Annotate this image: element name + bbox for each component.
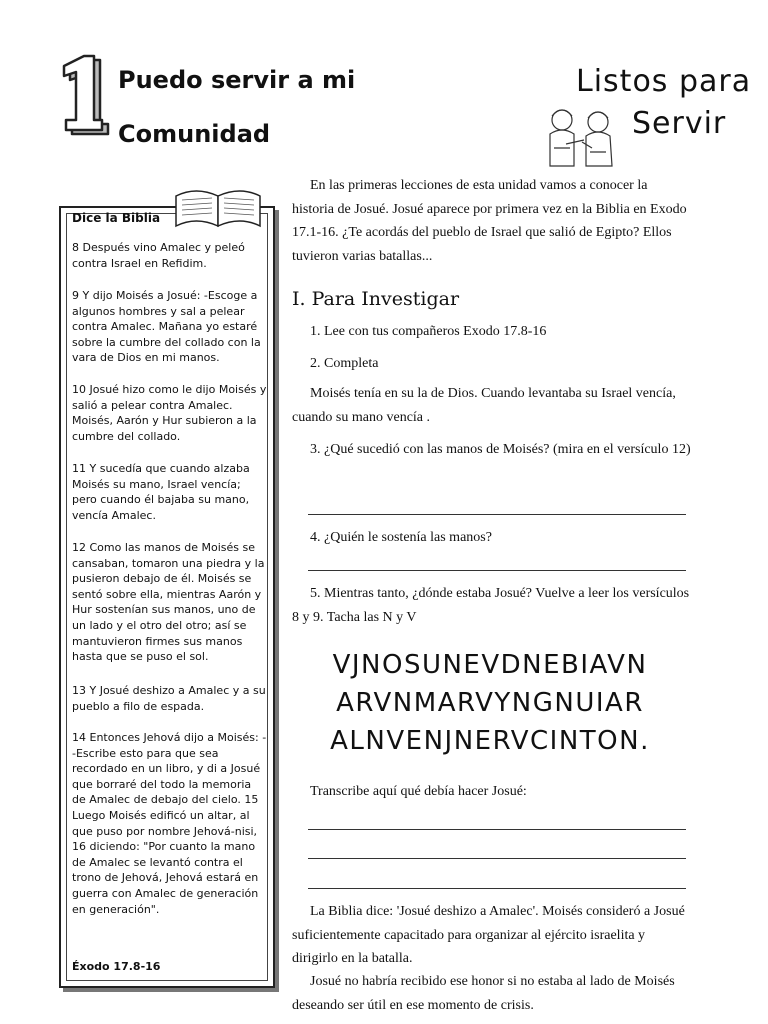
transcribe-line-1[interactable] <box>308 829 686 830</box>
puzzle-line-2: ARVNMARVYNGNUIAR <box>336 688 644 718</box>
open-book-icon <box>172 182 264 230</box>
answer-line-4[interactable] <box>308 570 686 571</box>
transcribe-line-3[interactable] <box>308 888 686 889</box>
question-4: 4. ¿Quién le sostenía las manos? <box>310 530 492 545</box>
answer-line-3[interactable] <box>308 514 686 515</box>
lesson-number-icon <box>56 54 116 138</box>
question-2: 2. Completa <box>310 356 379 371</box>
question-3: 3. ¿Qué sucedió con las manos de Moisés? (mira en el versículo 12) <box>310 442 691 457</box>
section-title: I. Para Investigar <box>292 288 460 310</box>
question-5: 5. Mientras tanto, ¿dónde estaba Josué? Vuelve a leer los versículos 8 y 9. Tacha las N y V <box>292 586 690 625</box>
brand-title-line1: Listos para <box>576 64 752 99</box>
verse-12: 12 Como las manos de Moisés se cansaban, tomaron una piedra y la pusieron debajo de él. Moisés se sentó sobre ella, mientras Aarón y Hur sostenían sus manos, uno de un lado y el otro del otro; así se mantuvieron firmes sus manos hasta que se puso el sol. <box>72 541 265 664</box>
page-title-line2: Comunidad <box>118 120 271 148</box>
verse-9: 9 Y dijo Moisés a Josué: -Escoge a algunos hombres y sal a pelear contra Amalec. Mañana yo estaré sobre la cumbre del collado con la vara de Dios en mi manos. <box>72 289 261 365</box>
intro-paragraph: En las primeras lecciones de esta unidad vamos a conocer la historia de Josué. Josué aparece por primera vez en la Biblia en Exodo 17.1-16. ¿Te acordás del pueblo de Israel que salió de Egipto? Ellos tuvieron varias batallas... <box>292 178 687 264</box>
verse-11: 11 Y sucedía que cuando alzaba Moisés su mano, Israel vencía; pero cuando él bajaba su mano, vencía Amalec. <box>72 462 250 522</box>
transcribe-line-2[interactable] <box>308 858 686 859</box>
puzzle-line-1: VJNOSUNEVDNEBIAVN <box>332 650 648 680</box>
puzzle-line-3: ALNVENJNERVCINTON. <box>330 726 650 756</box>
sidebar-title: Dice la Biblia <box>72 211 161 225</box>
verse-8: 8 Después vino Amalec y peleó contra Israel en Refidim. <box>72 241 245 270</box>
question-1: 1. Lee con tus compañeros Exodo 17.8-16 <box>310 324 547 339</box>
question-2-text: Moisés tenía en su la de Dios. Cuando levantaba su Israel vencía, cuando su mano vencía . <box>292 386 676 425</box>
bible-reference: Éxodo 17.8-16 <box>72 960 161 973</box>
verse-10: 10 Josué hizo como le dijo Moisés y salió a pelear contra Amalec. Moisés, Aarón y Hur subieron a la cumbre del collado. <box>72 383 267 443</box>
closing-paragraph-1: La Biblia dice: 'Josué deshizo a Amalec'. Moisés consideró a Josué suficientemente capacitado para organizar al ejército israelita y dirigirlo en la batalla. <box>292 904 685 966</box>
closing-paragraph-2: Josué no habría recibido ese honor si no estaba al lado de Moisés deseando ser útil en ese momento de crisis. <box>292 974 675 1013</box>
page-title-line1: Puedo servir a mi <box>118 66 356 94</box>
transcribe-prompt: Transcribe aquí qué debía hacer Josué: <box>310 784 527 799</box>
children-illustration <box>540 104 624 170</box>
verse-14-16: 14 Entonces Jehová dijo a Moisés: --Escribe esto para que sea recordado en un libro, y di a Josué que borraré del todo la memoria de Amalec de debajo del cielo. 15 Luego Moisés edificó un altar, al que puso por nombre Jehová-nisi, 16 diciendo: "Por cuanto la mano de Amalec se levantó contra el trono de Jehová, Jehová estará en guerra con Amalec de generación en generación". <box>72 731 267 916</box>
brand-title-line2: Servir <box>632 106 727 141</box>
verse-13: 13 Y Josué deshizo a Amalec y a su pueblo a filo de espada. <box>72 684 266 713</box>
